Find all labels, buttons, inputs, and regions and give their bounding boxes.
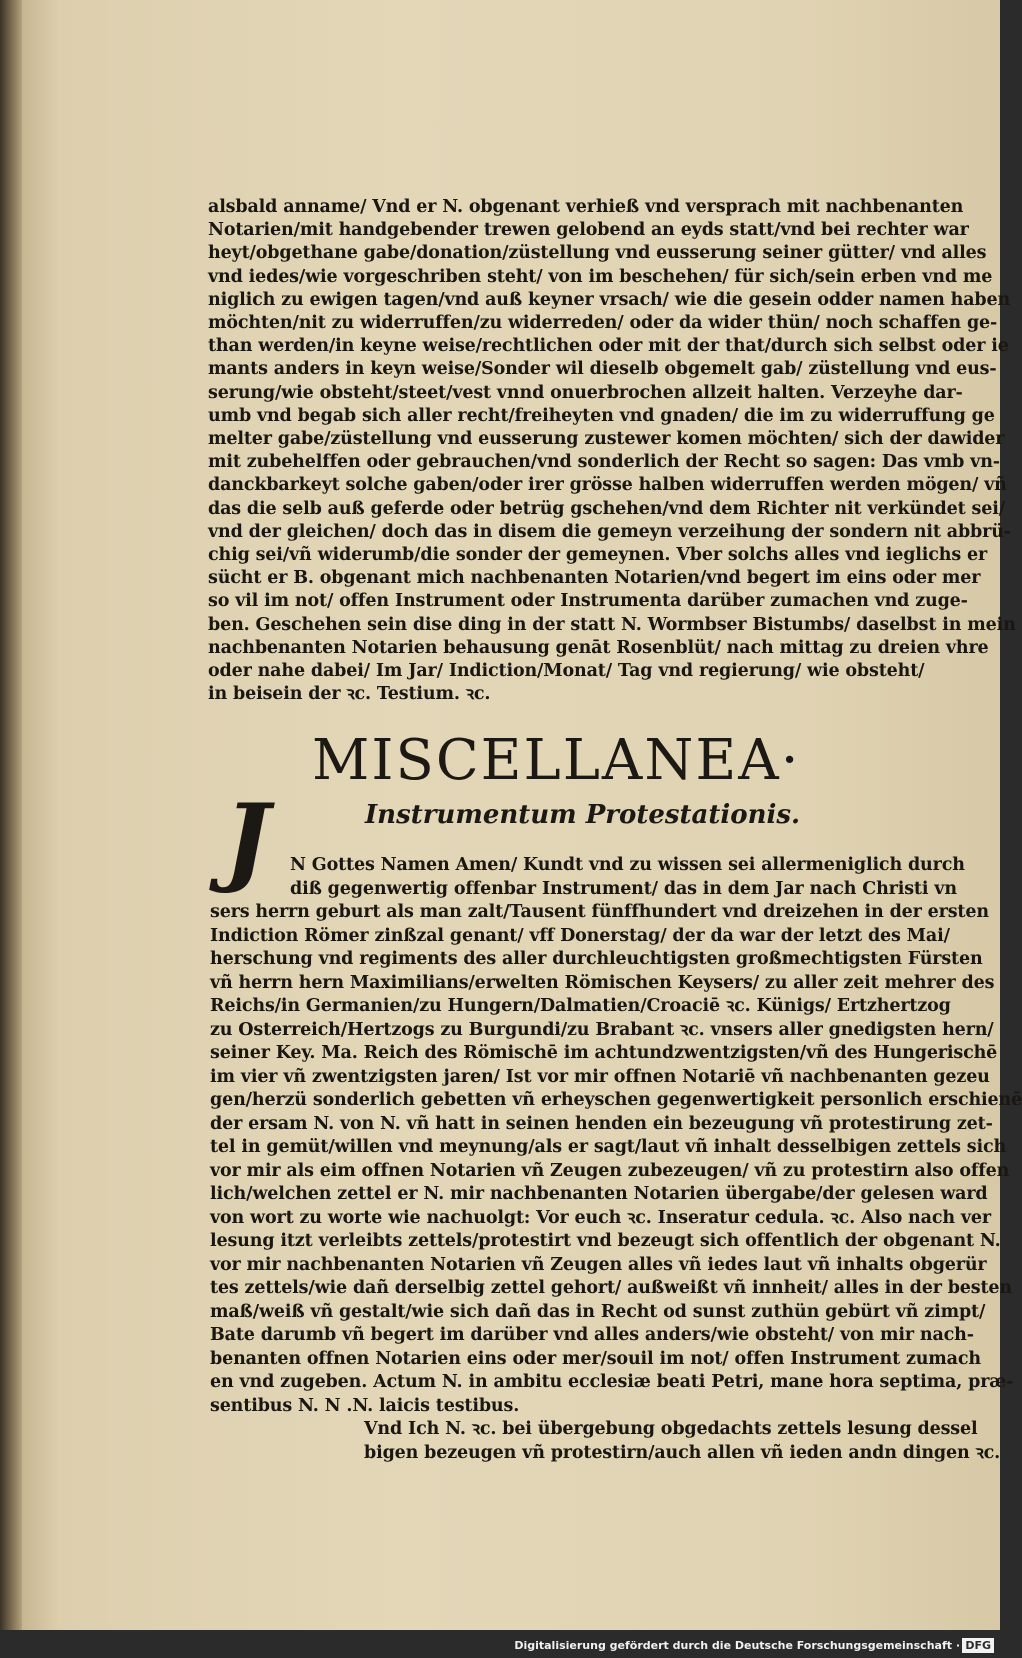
text-line: im vier vñ zwentzigsten jaren/ Ist vor mir offnen Notariē vñ nachbenanten gezeu [210,1066,990,1087]
text-line: heyt/obgethane gabe/donation/züstellung vnd eusserung seiner gütter/ vnd alles [208,243,987,264]
text-line: möchten/nit zu widerruffen/zu widerreden/ oder da wider thün/ noch schaffen ge- [208,313,998,334]
text-line: than werden/in keyne weise/rechtlichen oder mit der that/durch sich selbst oder ie [208,336,1009,357]
text-line: vnd der gleichen/ doch das in disem die gemeyn verzeihung der sondern nit abbrü- [208,521,1011,542]
text-line: umb vnd begab sich aller recht/freiheyten vnd gnaden/ die im zu widerruffung ge [208,405,995,426]
body-text-block [208,196,1016,706]
text-line: tel in gemüt/willen vnd meynung/als er sagt/laut vñ inhalt desselbigen zettels sich [210,1137,1007,1157]
section-subheading: Instrumentum Protestationis. [365,800,801,830]
text-line: danckbarkeyt solche gaben/oder irer grösse halben widerruffen werden mögen/ vñ [208,475,1007,496]
text-line: melter gabe/züstellung vnd eusserung zustewer komen möchten/ sich der dawider [208,429,1005,450]
text-line: das die selb auß geferde oder betrüg gschehen/vnd dem Richter nit verkündet sei/ [208,498,1005,519]
text-line: chig sei/vñ widerumb/die sonder der gemeynen. Vber solchs alles vnd ieglichs er [208,545,988,566]
text-line: mants anders in keyn weise/Sonder wil dieselb obgemelt gab/ züstellung vnd eus- [208,359,997,380]
text-line: so vil im not/ offen Instrument oder Instrumenta darüber zumachen vnd zuge- [208,591,968,612]
decorated-initial: J [224,783,270,896]
text-line: lesung itzt verleibts zettels/protestirt vnd bezeugt sich offentlich der obgenant N. [210,1231,1001,1251]
text-line: alsbald anname/ Vnd er N. obgenant verhieß vnd versprach mit nachbenanten [208,197,964,217]
text-line: niglich zu ewigen tagen/vnd auß keyner vrsach/ wie die gesein odder namen haben [208,289,1011,310]
dfg-logo: DFG [962,1638,994,1653]
footer-credit: Digitalisierung gefördert durch die Deutsche Forschungsgemeinschaft · [514,1639,960,1652]
text-line: vñ herrn hern Maximilians/erwelten Römischen Keysers/ zu aller zeit mehrer des [210,972,995,993]
text-line: vor mir als eim offnen Notarien vñ Zeugen zubezeugen/ vñ zu protestirn also offen [210,1160,1010,1181]
text-line: bigen bezeugen vñ protestirn/auch allen vñ ieden andn dingen ꝛc. [364,1442,1001,1463]
text-line: Indiction Römer zinßzal genant/ vff Donerstag/ der da war der letzt des Mai/ [210,925,950,946]
text-line: sers herrn geburt als man zalt/Tausent fünffhundert vnd dreizehen in der ersten [210,902,989,922]
text-line: vnd iedes/wie vorgeschriben steht/ von im beschehen/ für sich/sein erben vnd me [208,266,993,287]
text-line: sentibus N. N .N. laicis testibus. [210,1395,520,1416]
text-line: seiner Key. Ma. Reich des Römischē im achtundzwentzigsten/vñ des Hungerischē [210,1043,998,1063]
text-line: nachbenanten Notarien behausung genāt Rosenblüt/ nach mittag zu dreien vhre [208,637,989,658]
text-line: Notarien/mit handgebender trewen gelobend an eyds statt/vnd bei rechter war [208,220,969,241]
text-line: lich/welchen zettel er N. mir nachbenanten Notarien übergabe/der gelesen ward [210,1184,988,1204]
text-line: vor mir nachbenanten Notarien vñ Zeugen alles vñ iedes laut vñ inhalts obgerür [210,1254,987,1275]
text-line: der ersam N. von N. vñ hatt in seinen henden ein bezeugung vñ protestirung zet- [210,1113,993,1134]
text-line: Vnd Ich N. ꝛc. bei übergebung obgedachts zettels lesung dessel [364,1419,978,1439]
text-line: en vnd zugeben. Actum N. in ambitu ecclesiæ beati Petri, mane hora septima, præ- [210,1372,1014,1392]
section-heading: MISCELLANEA· [312,728,801,793]
text-line: gen/herzü sonderlich gebetten vñ erheyschen gegenwertigkeit personlich erschienē [210,1090,1022,1110]
text-line: von wort zu worte wie nachuolgt: Vor euch ꝛc. Inseratur cedula. ꝛc. Also nach ver [210,1207,991,1228]
text-line: herschung vnd regiments des aller durchleuchtigsten großmechtigsten Fürsten [210,949,983,969]
text-line: benanten offnen Notarien eins oder mer/souil im not/ offen Instrument zumach [210,1348,981,1369]
text-line: Reichs/in Germanien/zu Hungern/Dalmatien/Croaciē ꝛc. Künigs/ Ertzhertzog [210,996,951,1016]
text-line: maß/weiß vñ gestalt/wie sich dañ das in Recht od sunst zuthün gebürt vñ zimpt/ [210,1301,986,1322]
text-line: diß gegenwertig offenbar Instrument/ das in dem Jar nach Christi vn [290,878,957,899]
text-line: sücht er B. obgenant mich nachbenanten Notarien/vnd begert im eins oder mer [208,568,981,589]
text-line: mit zubehelffen oder gebrauchen/vnd sonderlich der Recht so sagen: Das vmb vn- [208,452,1000,473]
text-line: tes zettels/wie dañ derselbig zettel gehort/ außweißt vñ innheit/ alles in der besten [210,1278,1012,1298]
text-line: zu Osterreich/Hertzogs zu Burgundi/zu Brabant ꝛc. vnsers aller gnedigsten hern/ [210,1019,994,1040]
text-line: oder nahe dabei/ Im Jar/ Indiction/Monat/ Tag vnd regierung/ wie obsteht/ [208,661,925,682]
text-line: Bate darumb vñ begert im darüber vnd alles anders/wie obsteht/ von mir nach- [210,1325,974,1345]
page-binding-edge [0,0,22,1630]
text-line: ben. Geschehen sein dise ding in der statt N. Wormbser Bistumbs/ daselbst in mein [208,614,1016,635]
instrument-text-block [210,854,1022,1465]
text-line: in beisein der ꝛc. Testium. ꝛc. [208,684,491,705]
text-line: serung/wie obsteht/steet/vest vnnd onuerbrochen allzeit halten. Verzeyhe dar- [208,382,963,403]
footer-bar [0,1630,1000,1658]
text-line: N Gottes Namen Amen/ Kundt vnd zu wissen sei allermeniglich durch [290,855,965,875]
